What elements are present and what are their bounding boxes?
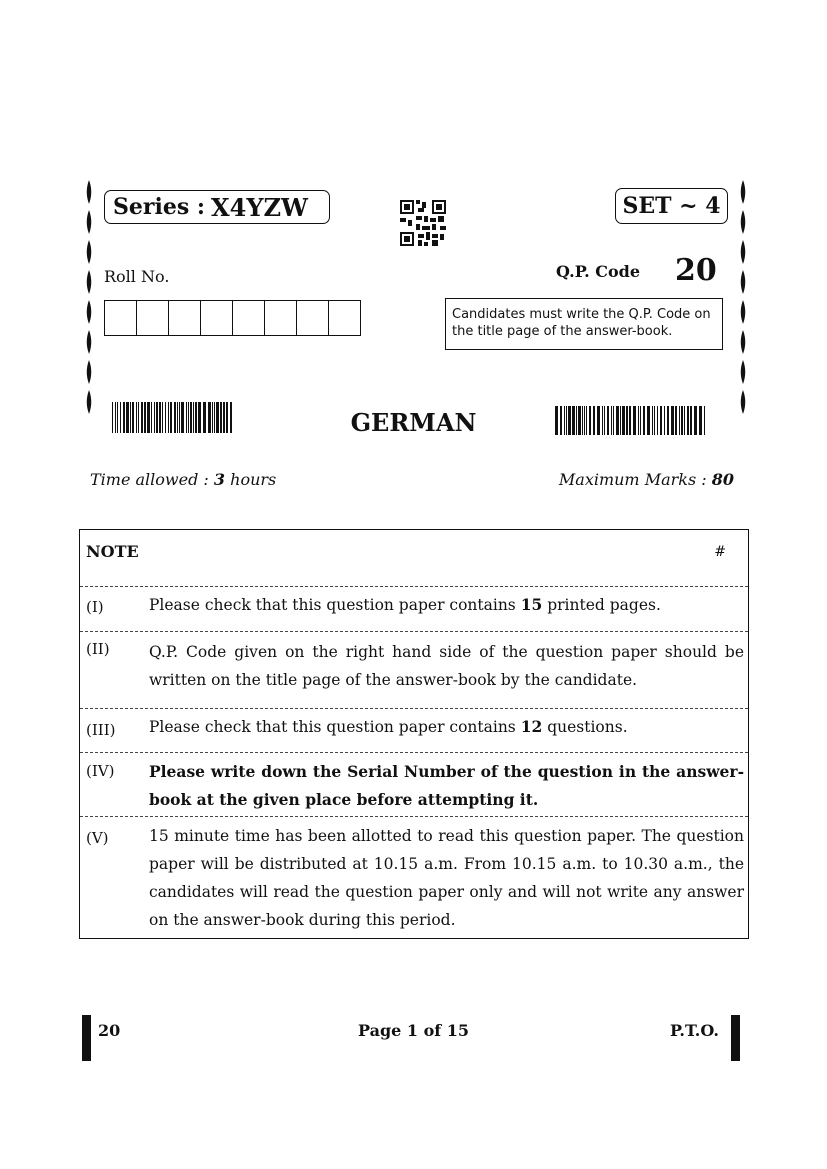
qr-code-icon	[400, 200, 446, 246]
divider	[80, 708, 748, 709]
roll-number-cell[interactable]	[104, 300, 137, 336]
subject-title: GERMAN	[350, 408, 477, 437]
note-item-text: Q.P. Code given on the right hand side of the question paper should be written on the title page of the answer-book by the candidate.	[149, 643, 744, 689]
roll-number-label: Roll No.	[104, 267, 170, 286]
time-allowed-unit: hours	[230, 470, 277, 489]
qp-code-label: Q.P. Code	[556, 262, 641, 281]
roll-number-cell[interactable]	[200, 300, 233, 336]
divider	[80, 816, 748, 817]
roll-number-cell[interactable]	[328, 300, 361, 336]
series-label: Series :	[113, 194, 205, 220]
roll-number-cell[interactable]	[264, 300, 297, 336]
time-allowed-value: 3	[213, 470, 226, 489]
footer-page-number: Page 1 of 15	[358, 1021, 469, 1040]
note-hash: #	[714, 544, 726, 560]
left-border-decoration	[84, 180, 94, 415]
roll-number-boxes[interactable]	[104, 300, 361, 336]
divider	[80, 631, 748, 632]
roll-number-cell[interactable]	[168, 300, 201, 336]
roll-number-cell[interactable]	[232, 300, 265, 336]
set-box: SET ~ 4	[615, 188, 728, 224]
series-box	[104, 190, 330, 224]
series-code: X4YZW	[211, 192, 308, 222]
note-table	[79, 529, 749, 939]
qp-code-instruction: Candidates must write the Q.P. Code on the title page of the answer-book.	[445, 298, 723, 350]
note-item-number: (IV)	[86, 762, 115, 780]
time-allowed	[90, 470, 276, 489]
note-item-text: 15 minute time has been allotted to read this question paper. The question paper will be distributed at 10.15 a.m. From 10.15 a.m. to 10.30 a.m., the candidates will read the question paper only and will not write any answer on the answer-book during this period.	[149, 827, 744, 929]
footer-pto: P.T.O.	[670, 1021, 719, 1040]
divider	[80, 586, 748, 587]
note-item-text: Please write down the Serial Number of the question in the answer-book at the given place before attempting it.	[149, 762, 744, 809]
roll-number-cell[interactable]	[296, 300, 329, 336]
roll-number-cell[interactable]	[136, 300, 169, 336]
footer-right-bar	[731, 1015, 740, 1061]
divider	[80, 752, 748, 753]
right-border-decoration	[738, 180, 748, 415]
note-item-text: Please check that this question paper contains 12 questions.	[149, 717, 628, 736]
note-heading: NOTE	[86, 542, 139, 561]
maximum-marks	[559, 470, 734, 489]
note-item-number: (II)	[86, 640, 110, 658]
note-item-number: (I)	[86, 598, 104, 616]
maximum-marks-value: 80	[711, 470, 734, 489]
note-item-number: (V)	[86, 829, 109, 847]
qp-code-value: 20	[675, 253, 717, 288]
note-item-number: (III)	[86, 721, 116, 739]
time-allowed-label: Time allowed :	[90, 470, 209, 489]
note-item-text: Please check that this question paper contains 15 printed pages.	[149, 595, 661, 614]
footer-qp-code: 20	[98, 1021, 121, 1040]
maximum-marks-label: Maximum Marks :	[558, 470, 707, 489]
